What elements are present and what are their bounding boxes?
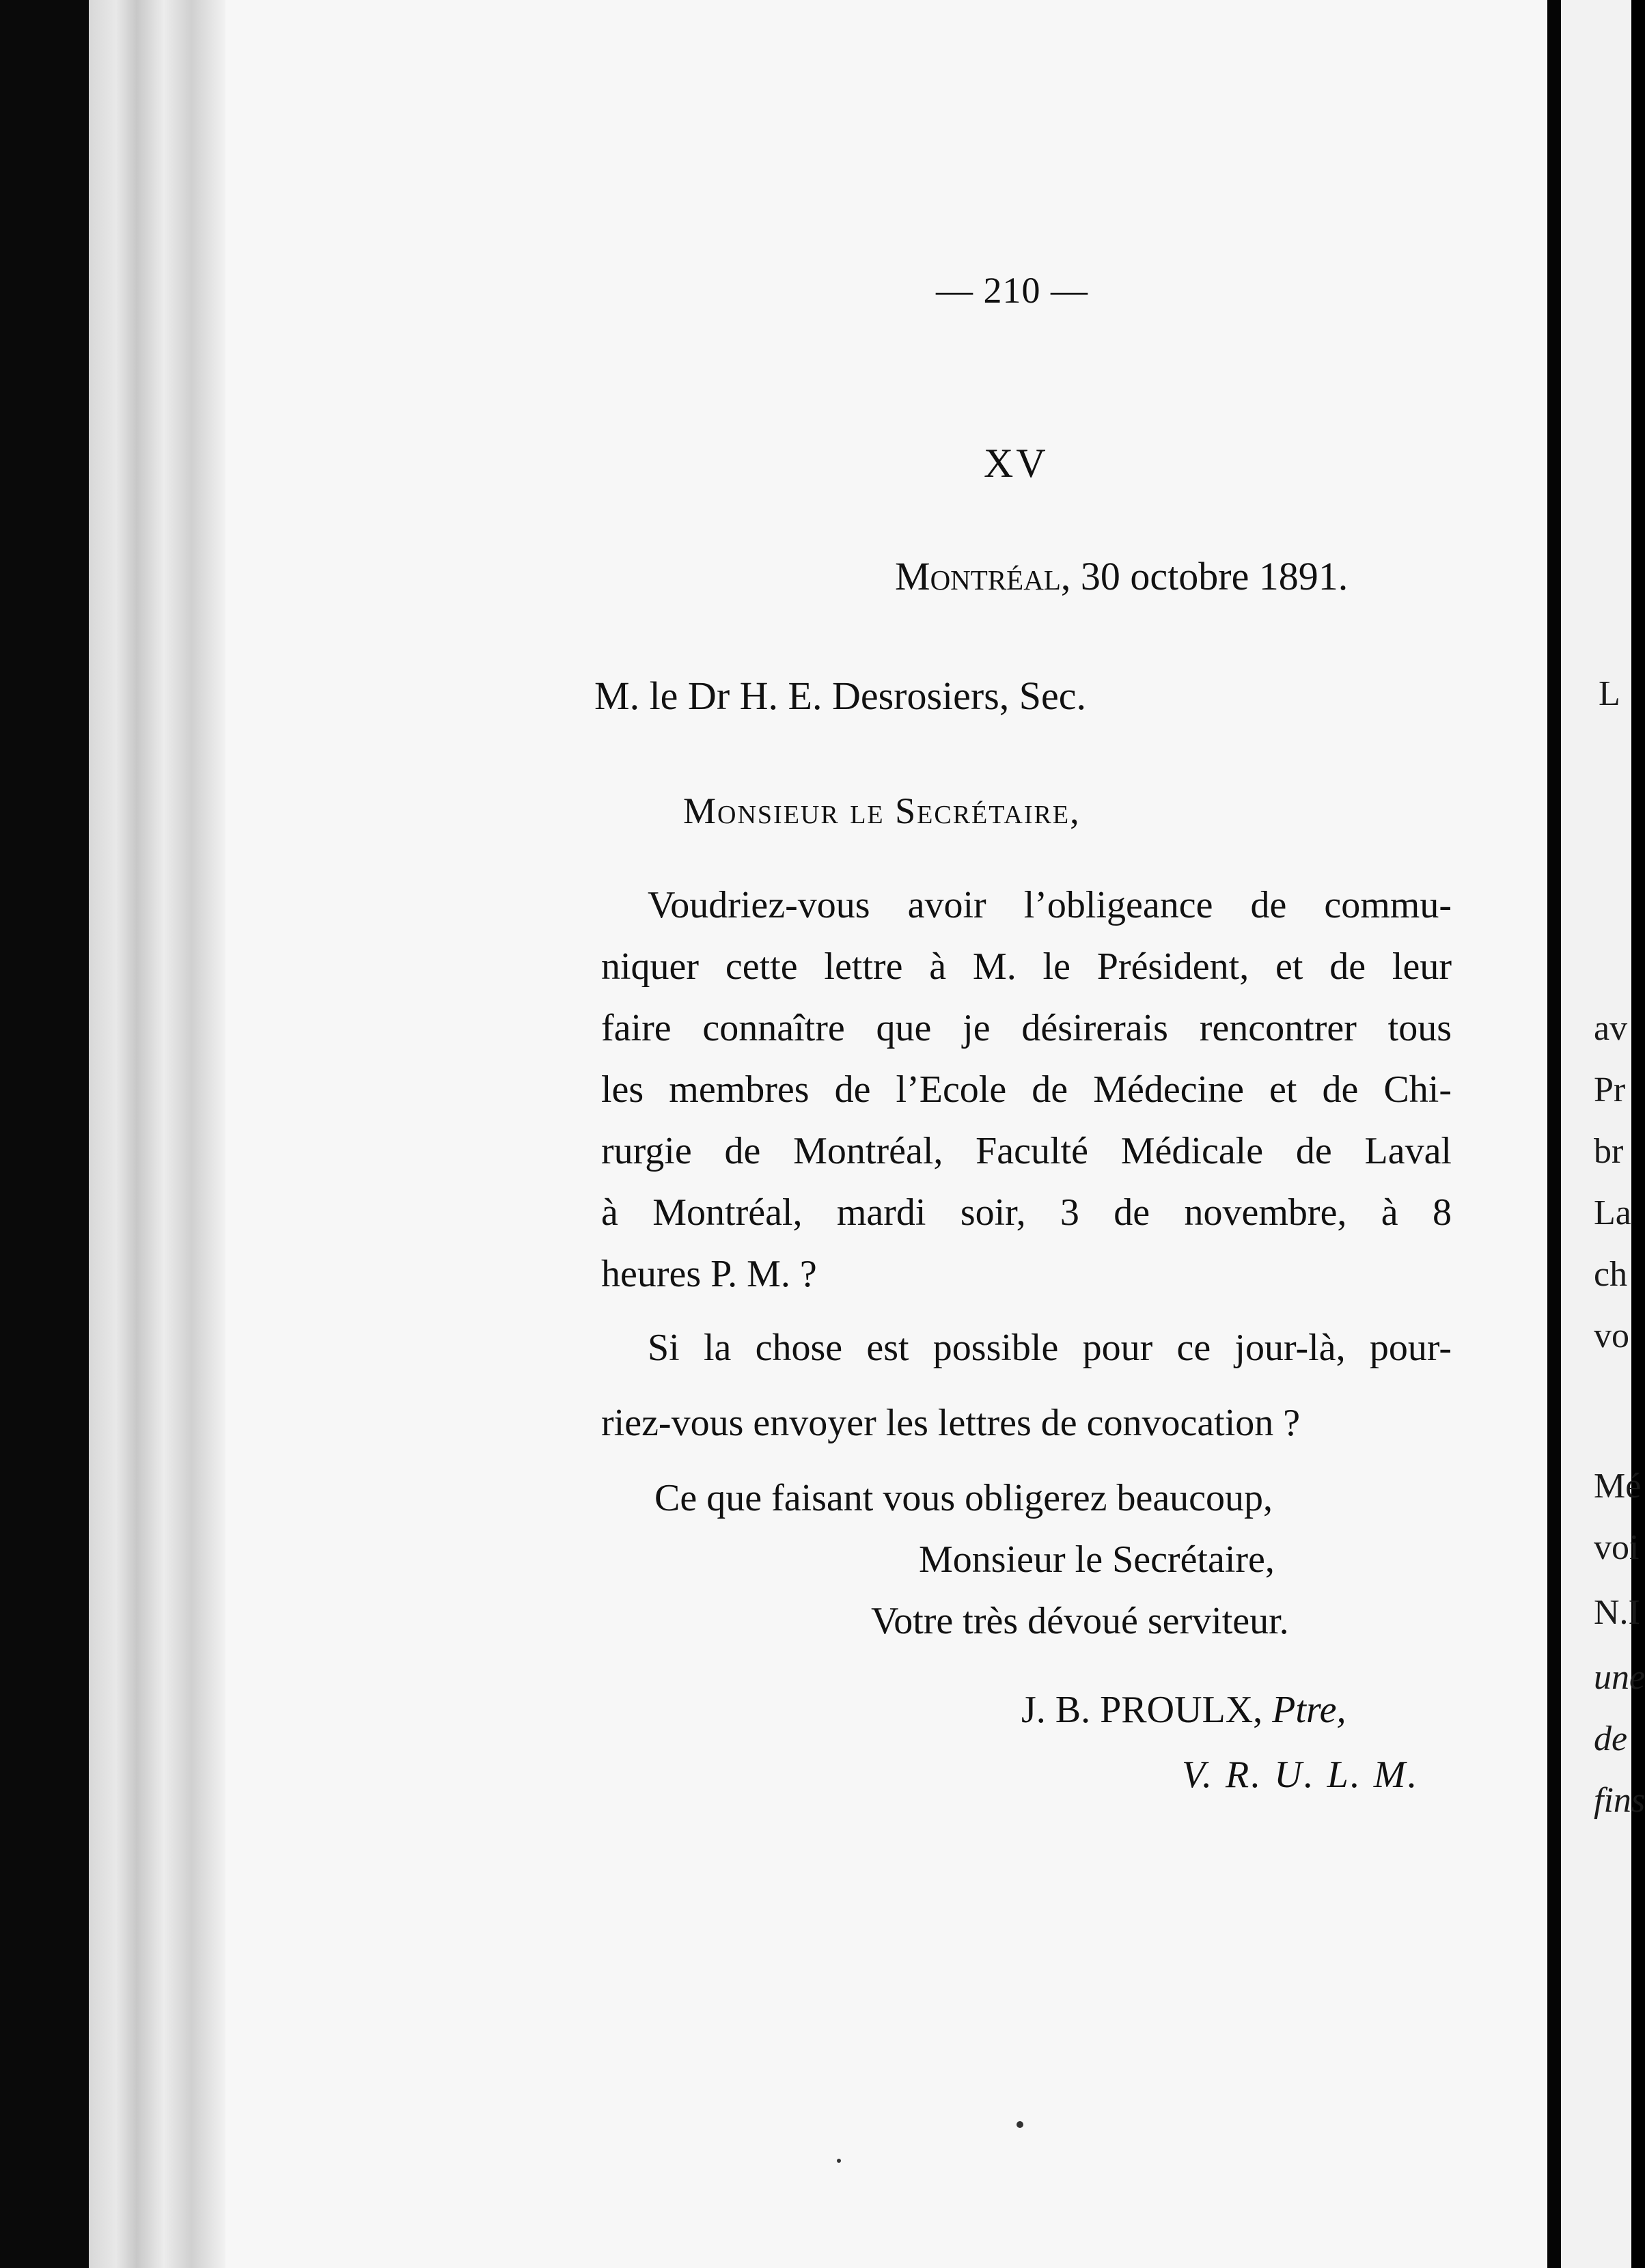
paragraph-line: faire connaître que je désirerais rencontrer tous <box>601 1007 1452 1049</box>
paragraph-line: riez-vous envoyer les lettres de convocation ? <box>601 1402 1301 1444</box>
paragraph-line: Voudriez-vous avoir l’obligeance de commu- <box>648 884 1452 926</box>
facing-page-fragment: Pr <box>1594 1070 1626 1109</box>
facing-page-fragment: La <box>1594 1193 1631 1232</box>
facing-page-fragment: fins <box>1594 1781 1645 1820</box>
facing-page-fragment: av <box>1594 1009 1628 1048</box>
signature <box>1021 1691 1346 1729</box>
closing-line: Monsieur le Secrétaire, <box>919 1538 1275 1581</box>
facing-page-fragment: vo <box>1594 1316 1629 1355</box>
facing-page-fragment: N.I <box>1594 1593 1640 1632</box>
page-edges <box>89 0 225 2268</box>
facing-page-fragment: Mé <box>1594 1467 1642 1506</box>
paragraph-line: niquer cette lettre à M. le Président, et de leur <box>601 945 1452 988</box>
paragraph-line: rurgie de Montréal, Faculté Médicale de Laval <box>601 1130 1452 1172</box>
facing-page-fragment: br <box>1594 1132 1624 1171</box>
facing-page-fragment: une <box>1594 1658 1645 1697</box>
facing-page-fragment: voi <box>1594 1528 1640 1567</box>
dateline-date: , 30 octobre 1891. <box>1060 554 1349 598</box>
signature-office: V. R. U. L. M. <box>1182 1754 1420 1796</box>
paragraph-line: Si la chose est possible pour ce jour-là, pour- <box>648 1327 1452 1369</box>
section-numeral: XV <box>984 441 1049 486</box>
closing-line: Ce que faisant vous obligerez beaucoup, <box>654 1477 1273 1519</box>
gutter-gap <box>1547 0 1561 2268</box>
paragraph-line: à Montréal, mardi soir, 3 de novembre, à 8 <box>601 1191 1452 1234</box>
dateline <box>895 554 1349 598</box>
facing-page <box>1561 0 1645 2268</box>
binding-shadow <box>0 0 89 2268</box>
paragraph-line: heures P. M. ? <box>601 1253 817 1295</box>
print-speck <box>1017 2121 1023 2128</box>
dateline-place: Montréal <box>895 554 1061 598</box>
addressee: M. le Dr H. E. Desrosiers, Sec. <box>594 674 1087 718</box>
page-number: — 210 — <box>936 270 1088 311</box>
facing-page-fragment: ch <box>1594 1255 1628 1294</box>
facing-page-fragment: de <box>1594 1719 1628 1758</box>
facing-page-fragment: L <box>1599 674 1620 713</box>
print-speck <box>837 2159 841 2163</box>
signature-name: J. B. PROULX, <box>1021 1689 1263 1731</box>
signature-title: Ptre, <box>1272 1689 1346 1731</box>
closing-line: Votre très dévoué serviteur. <box>871 1600 1289 1642</box>
salutation: Monsieur le Secrétaire, <box>683 790 1081 831</box>
paragraph-line: les membres de l’Ecole de Médecine et de Chi- <box>601 1068 1452 1111</box>
